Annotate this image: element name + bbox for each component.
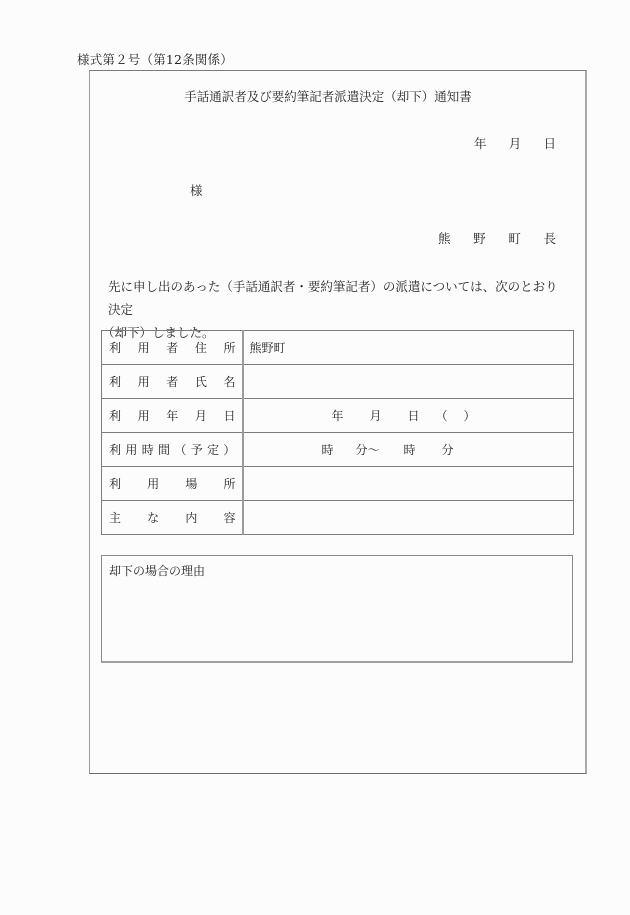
issuer-char: 熊 <box>438 231 451 246</box>
value-user-address[interactable]: 熊野町 <box>243 331 574 365</box>
label-char: 利 <box>109 409 122 423</box>
label-char: 利 <box>109 375 122 389</box>
value-main-content[interactable] <box>243 501 574 535</box>
label-char: 用 <box>147 477 160 491</box>
value-part: 時 <box>403 443 416 457</box>
label-char: 用 <box>137 341 150 355</box>
label-char: 利 <box>109 443 122 457</box>
label-char: 利 <box>109 477 122 491</box>
label-char: 時 <box>141 443 154 457</box>
value-part: 分～ <box>355 443 380 457</box>
label-char: 名 <box>223 375 236 389</box>
label-char: 容 <box>223 511 236 525</box>
label-char: な <box>147 511 160 525</box>
label-char: 年 <box>166 409 179 423</box>
value-usage-place[interactable] <box>243 467 574 501</box>
label-char: 者 <box>166 341 179 355</box>
dispatch-info-table <box>101 330 574 535</box>
label-char: 用 <box>137 375 150 389</box>
date-month-label: 月 <box>508 136 522 151</box>
value-usage-time[interactable] <box>243 433 574 467</box>
value-part: （ <box>435 409 448 423</box>
date-day-label: 日 <box>543 136 556 151</box>
label-usage-time <box>102 433 243 467</box>
value-part: 月 <box>369 409 382 423</box>
label-user-address <box>102 331 243 365</box>
issuer-char: 野 <box>473 231 486 246</box>
document-title: 手話通訳者及び要約筆記者派遣決定（却下）通知書 <box>184 89 472 104</box>
label-char: 利 <box>109 341 122 355</box>
addressee-suffix: 様 <box>190 183 203 198</box>
value-part: 時 <box>321 443 334 457</box>
label-char: 者 <box>166 375 179 389</box>
label-char: 日 <box>223 409 236 423</box>
label-char: 住 <box>194 341 207 355</box>
label-char: 予 <box>190 443 203 457</box>
table-row-usage-place <box>102 467 574 501</box>
rejection-reason-box[interactable] <box>101 555 573 663</box>
label-char: 所 <box>223 341 236 355</box>
rejection-reason-label: 却下の場合の理由 <box>109 564 206 578</box>
table-row-main-content <box>102 501 574 535</box>
notice-body-line1: 先に申し出のあった（手話通訳者・要約筆記者）の派遣については、次のとおり決定 <box>108 279 558 317</box>
label-char: 間 <box>158 443 171 457</box>
notice-body-line2: （却下）しました。 <box>102 325 215 340</box>
label-char: 用 <box>125 443 138 457</box>
label-char: 所 <box>223 477 236 491</box>
issue-date <box>474 134 556 152</box>
label-char: 月 <box>194 409 207 423</box>
table-row-usage-date <box>102 399 574 433</box>
table-row-usage-time <box>102 433 574 467</box>
value-user-name[interactable] <box>243 365 574 399</box>
label-char: 氏 <box>194 375 207 389</box>
label-main-content <box>102 501 243 535</box>
label-char: 主 <box>109 511 122 525</box>
label-usage-place <box>102 467 243 501</box>
label-user-name <box>102 365 243 399</box>
label-char: 定 <box>207 443 220 457</box>
value-part: 日 <box>407 409 420 423</box>
table-row-user-name <box>102 365 574 399</box>
value-part: 分 <box>441 443 454 457</box>
value-part: 年 <box>331 409 344 423</box>
label-char: 用 <box>137 409 150 423</box>
label-char: （ <box>174 443 187 457</box>
form-number: 様式第２号（第12条関係） <box>77 52 234 67</box>
issuer <box>438 229 556 247</box>
issuer-char: 町 <box>508 231 521 246</box>
label-usage-date <box>102 399 243 433</box>
value-part: ） <box>463 409 476 423</box>
date-year-label: 年 <box>474 136 487 151</box>
label-char: ） <box>223 443 236 457</box>
issuer-char: 長 <box>543 231 556 246</box>
label-char: 内 <box>185 511 198 525</box>
table-row-user-address <box>102 331 574 365</box>
value-usage-date[interactable] <box>243 399 574 433</box>
label-char: 場 <box>185 477 198 491</box>
